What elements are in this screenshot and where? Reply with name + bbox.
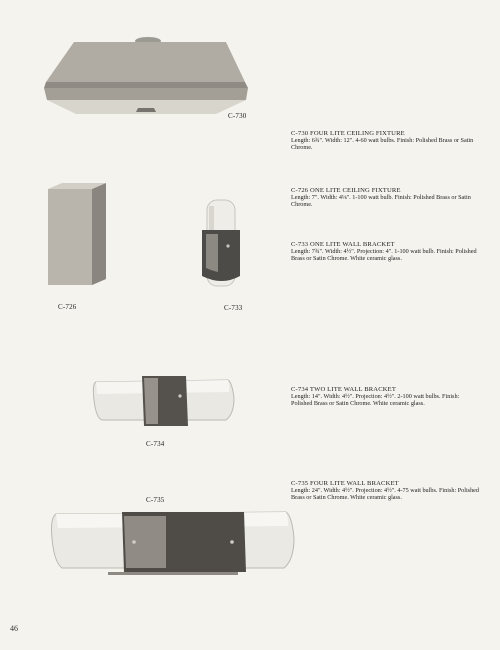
c730-caption: C-730 xyxy=(228,112,247,120)
c735-caption: C-735 xyxy=(146,496,165,504)
c733-wall-bracket-image xyxy=(198,196,244,292)
c730-ceiling-fixture-image xyxy=(40,30,252,120)
c733-title: C-733 ONE LITE WALL BRACKET xyxy=(291,241,395,248)
c735-title: C-735 FOUR LITE WALL BRACKET xyxy=(291,480,399,487)
c730-description xyxy=(291,130,481,151)
c730-specs: Length: 6¾". Width: 12". 4-60 watt bulbs. Finish: Polished Brass or Satin Chrome. xyxy=(291,137,474,152)
c734-specs: Length: 14". Width: 4½". Projection: 4½". 2-100 watt bulbs. Finish: Polished Brass or Satin Chrome. White ceramic glass. xyxy=(291,393,460,408)
c726-specs: Length: 7". Width: 4⅛". 1-100 watt bulb. Finish: Polished Brass or Satin Chrome. xyxy=(291,194,471,209)
c733-caption: C-733 xyxy=(224,304,243,312)
c735-specs: Length: 24". Width: 4½". Projection: 4½". 4-75 watt bulbs. Finish: Polished Brass or Satin Chrome. White ceramic glass. xyxy=(291,487,480,502)
c733-description xyxy=(291,241,481,262)
c734-caption: C-734 xyxy=(146,440,165,448)
c735-description xyxy=(291,480,481,501)
c734-title: C-734 TWO LITE WALL BRACKET xyxy=(291,386,397,393)
c726-title: C-726 ONE LITE CEILING FIXTURE xyxy=(291,187,401,194)
c733-specs: Length: 7¾". Width: 4½". Projection: 4". 1-100 watt bulb. Finish: Polished Brass or Satin Chrome. White ceramic glass. xyxy=(291,248,477,263)
page-number: 46 xyxy=(10,624,18,633)
c734-wall-bracket-image xyxy=(88,370,238,430)
c726-caption: C-726 xyxy=(58,303,77,311)
c734-description xyxy=(291,386,481,407)
c730-title: C-730 FOUR LITE CEILING FIXTURE xyxy=(291,130,405,137)
c735-wall-bracket-image xyxy=(48,508,296,580)
c726-ceiling-fixture-image xyxy=(44,183,114,287)
c726-description xyxy=(291,187,481,208)
